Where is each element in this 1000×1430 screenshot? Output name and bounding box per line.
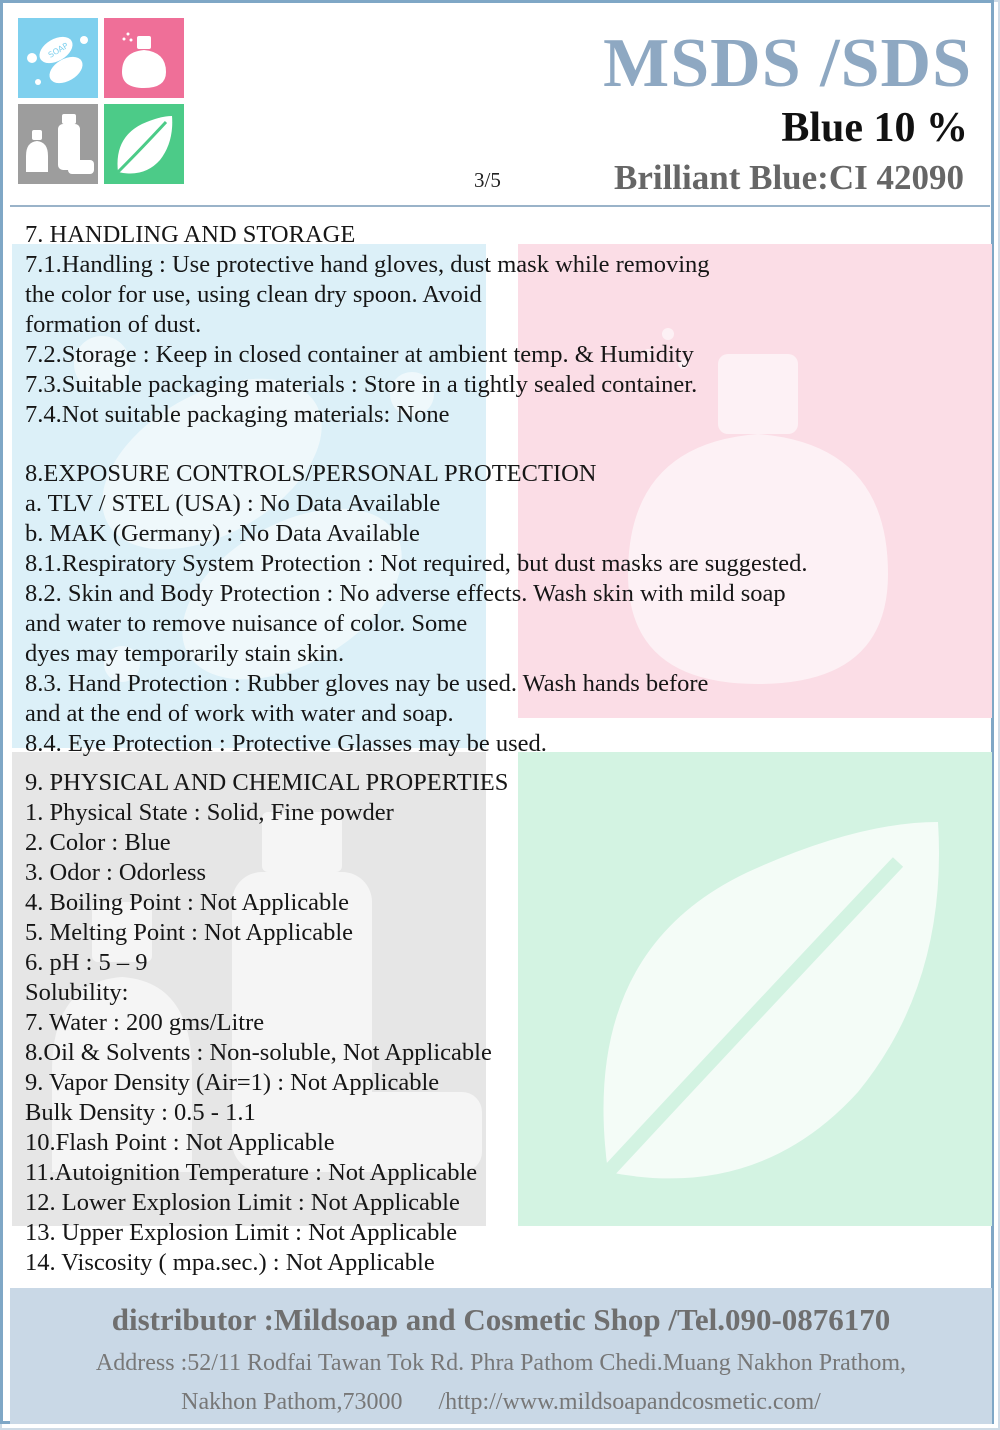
cosmetics-icon [18, 104, 98, 184]
address-line: Address :52/11 Rodfai Tawan Tok Rd. Phra Pathom Chedi.Muang Nakhon Prathom, [95, 1350, 907, 1376]
spacer [25, 430, 985, 459]
document-body [25, 220, 985, 1278]
bottle-logo-tile [104, 18, 184, 98]
text-line: the color for use, using clean dry spoon. Avoid [25, 281, 482, 308]
text-line: 7.2.Storage : Keep in closed container at ambient temp. & Humidity [25, 341, 694, 368]
soap-label: SOAP [46, 41, 70, 60]
product-name: Brilliant Blue:CI 42090 [613, 158, 964, 197]
text-line: 8.Oil & Solvents : Non-soluble, Not Applicable [25, 1039, 492, 1066]
text-line: and water to remove nuisance of color. Some [25, 610, 468, 637]
section-heading: 7. HANDLING AND STORAGE [25, 221, 356, 248]
soap-icon [18, 18, 98, 98]
text-line: 6. pH : 5 – 9 [25, 949, 148, 976]
text-line: dyes may temporarily stain skin. [25, 640, 345, 667]
text-line: 7. Water : 200 gms/Litre [25, 1009, 265, 1036]
spacer [25, 759, 985, 768]
city-text: Nakhon Pathom,73000 [181, 1389, 403, 1415]
text-line: 11.Autoignition Temperature : Not Applicable [25, 1159, 478, 1186]
text-line: 13. Upper Explosion Limit : Not Applicable [25, 1219, 458, 1246]
section-heading: 8.EXPOSURE CONTROLS/PERSONAL PROTECTION [25, 460, 597, 487]
bottle-icon [104, 18, 184, 98]
section-heading: 9. PHYSICAL AND CHEMICAL PROPERTIES [25, 769, 509, 796]
text-line: a. TLV / STEL (USA) : No Data Available [25, 490, 441, 517]
text-line: 1. Physical State : Solid, Fine powder [25, 799, 394, 826]
text-line: and at the end of work with water and soap. [25, 700, 454, 727]
text-line: 7.4.Not suitable packaging materials: None [25, 401, 450, 428]
city-url-line [10, 1389, 992, 1416]
text-line: 7.3.Suitable packaging materials : Store in a tightly sealed container. [25, 371, 698, 398]
product-concentration: Blue 10 % [781, 105, 968, 151]
text-line: 12. Lower Explosion Limit : Not Applicable [25, 1189, 460, 1216]
text-line: formation of dust. [25, 311, 202, 338]
text-line: 14. Viscosity ( mpa.sec.) : Not Applicable [25, 1249, 435, 1276]
text-line: 3. Odor : Odorless [25, 859, 207, 886]
document-title: MSDS /SDS [603, 25, 972, 102]
cosmetics-logo-tile [18, 104, 98, 184]
text-line: 2. Color : Blue [25, 829, 171, 856]
text-line: 5. Melting Point : Not Applicable [25, 919, 354, 946]
text-line: 4. Boiling Point : Not Applicable [25, 889, 349, 916]
distributor-line: distributor :Mildsoap and Cosmetic Shop /Tel.090-0876170 [111, 1302, 891, 1337]
text-line: Solubility: [25, 979, 129, 1006]
text-line: 8.2. Skin and Body Protection : No adverse effects. Wash skin with mild soap [25, 580, 786, 607]
leaf-logo-tile [104, 104, 184, 184]
text-line: 10.Flash Point : Not Applicable [25, 1129, 335, 1156]
text-line: 9. Vapor Density (Air=1) : Not Applicable [25, 1069, 440, 1096]
text-line: 8.3. Hand Protection : Rubber gloves nay be used. Wash hands before [25, 670, 709, 697]
text-line: Bulk Density : 0.5 - 1.1 [25, 1099, 256, 1126]
text-line: 8.4. Eye Protection : Protective Glasses may be used. [25, 730, 547, 757]
text-line: b. MAK (Germany) : No Data Available [25, 520, 420, 547]
website-link[interactable]: /http://www.mildsoapandcosmetic.com/ [438, 1389, 821, 1415]
leaf-icon [104, 104, 184, 184]
text-line: 8.1.Respiratory System Protection : Not required, but dust masks are suggested. [25, 550, 808, 577]
soap-logo-tile [18, 18, 98, 98]
header-divider [10, 205, 990, 207]
page-number: 3/5 [474, 168, 501, 192]
footer [10, 1288, 992, 1424]
text-line: 7.1.Handling : Use protective hand gloves, dust mask while removing [25, 251, 710, 278]
